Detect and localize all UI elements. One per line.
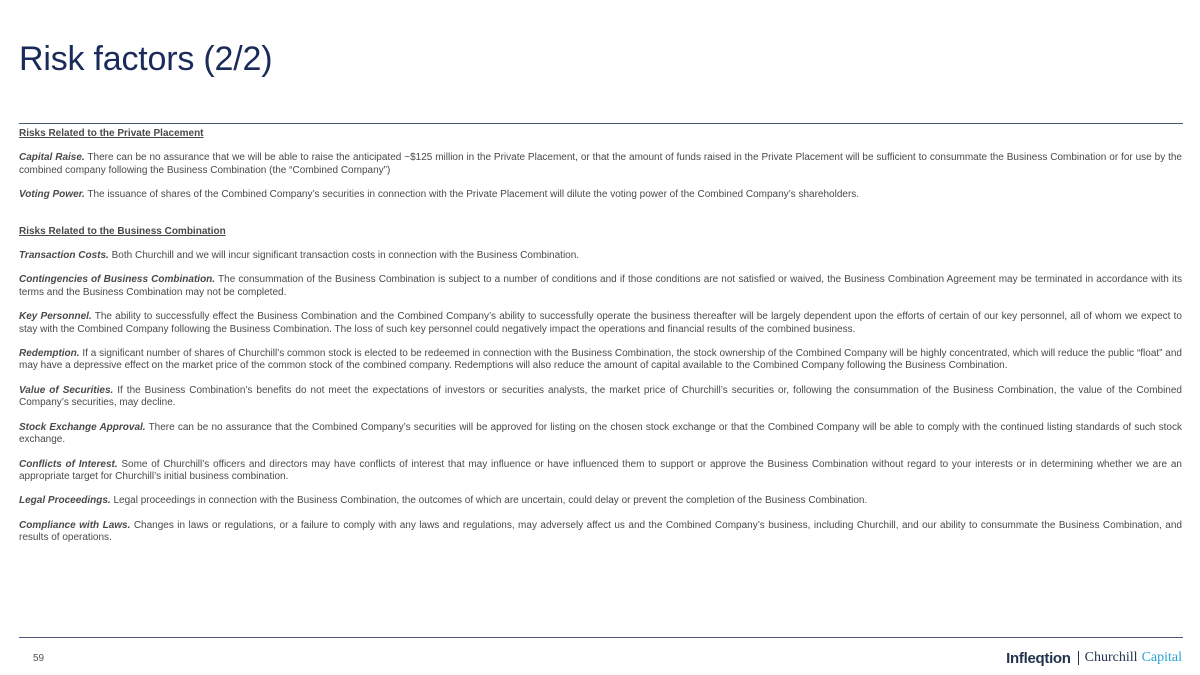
capital-logo-text: Capital	[1141, 650, 1182, 665]
risk-item	[19, 189, 1182, 201]
risk-term: Conflicts of Interest.	[19, 458, 118, 470]
risk-text: Some of Churchill’s officers and directors may have conflicts of interest that may influence or have influenced them to support or approve the Business Combination without regard to your interests or in determining whether we are an appropriate target for Churchill’s initial business combination.	[19, 458, 1182, 482]
risk-text: Both Churchill and we will incur significant transaction costs in connection with the Business Combination.	[108, 250, 580, 262]
page-number: 59	[33, 653, 45, 664]
section-heading-private-placement: Risks Related to the Private Placement	[19, 128, 204, 139]
risk-item	[19, 348, 1182, 373]
risk-text: Changes in laws or regulations, or a failure to comply with any laws and regulations, may adversely affect us and the Combined Company’s business, including Churchill, and our ability to consummate the Business Combination, and results of operations.	[19, 519, 1182, 544]
churchill-logo-text: Churchill	[1084, 650, 1138, 665]
slide-title: Risk factors (2/2)	[19, 40, 273, 78]
risk-text: Legal proceedings in connection with the Business Combination, the outcomes of which are uncertain, could delay or prevent the completion of the Business Combination.	[110, 495, 868, 507]
risk-item	[19, 385, 1182, 410]
risk-item	[19, 495, 1182, 507]
risk-term: Legal Proceedings.	[19, 495, 111, 507]
risk-term: Key Personnel.	[19, 311, 92, 323]
infleqtion-logo	[1006, 650, 1071, 667]
risk-text: If a significant number of shares of Churchill’s common stock is elected to be redeemed in connection with the Business Combination, the stock ownership of the Combined Company will be highly concentrated, which will reduce the public “float” and may have a depressive effect on the market price of the common stock of the combined company. Redemptions will also reduce the amount of capital available to the Combined Company following the Business Combination.	[19, 348, 1182, 372]
risk-term: Voting Power.	[19, 189, 85, 201]
risk-text: There can be no assurance that we will be able to raise the anticipated ~$125 million in the Private Placement, or that the amount of funds raised in the Private Placement will be sufficient to consummate the Business Combination or for use by the combined company following the Business Combination (the “Combined Company”)	[19, 152, 1182, 176]
risk-term: Compliance with Laws.	[19, 519, 131, 531]
risk-term: Contingencies of Business Combination.	[19, 274, 216, 286]
risk-item	[19, 274, 1182, 299]
risk-term: Redemption.	[19, 348, 80, 360]
section-heading-business-combination: Risks Related to the Business Combination	[19, 225, 226, 237]
risk-item	[19, 152, 1182, 177]
risk-term: Value of Securities.	[19, 384, 114, 396]
risk-text: The ability to successfully effect the Business Combination and the Combined Company’s ability to successfully operate the business thereafter will be largely dependent upon the efforts of certain of our key personnel, all of whom we expect to stay with the Combined Company following the Business Combination. The loss of such key personnel could negatively impact the operations and financial results of the combined business.	[19, 311, 1182, 335]
logo-separator	[1078, 651, 1079, 665]
risk-term: Stock Exchange Approval.	[19, 421, 146, 433]
risk-item	[19, 422, 1182, 447]
risk-item	[19, 311, 1182, 336]
title-divider	[19, 123, 1183, 124]
footer-divider	[19, 637, 1183, 638]
risk-text: The issuance of shares of the Combined Company’s securities in connection with the Private Placement will dilute the voting power of the Combined Company’s shareholders.	[84, 189, 860, 201]
risk-item	[19, 520, 1182, 545]
infleqtion-logo-text: Infleqtion	[1006, 649, 1071, 667]
risk-text: If the Business Combination’s benefits do not meet the expectations of investors or securities analysts, the market price of Churchill’s securities or, following the consummation of the Business Combination, the value of the Combined Company’s securities, may decline.	[19, 384, 1182, 409]
risk-item	[19, 250, 1182, 262]
risk-factors-content	[19, 128, 1182, 545]
footer-logos	[1006, 647, 1182, 669]
risk-term: Capital Raise.	[19, 152, 85, 164]
risk-text: There can be no assurance that the Combined Company’s securities will be approved for listing on the chosen stock exchange or that the Combined Company will be able to comply with the continued listing standards of such stock exchange.	[19, 421, 1182, 446]
risk-item	[19, 459, 1182, 484]
risk-text: The consummation of the Business Combination is subject to a number of conditions and if those conditions are not satisfied or waived, the Business Combination Agreement may be terminated in accordance with its terms and the Business Combination may not be completed.	[19, 274, 1182, 298]
risk-term: Transaction Costs.	[19, 250, 109, 262]
